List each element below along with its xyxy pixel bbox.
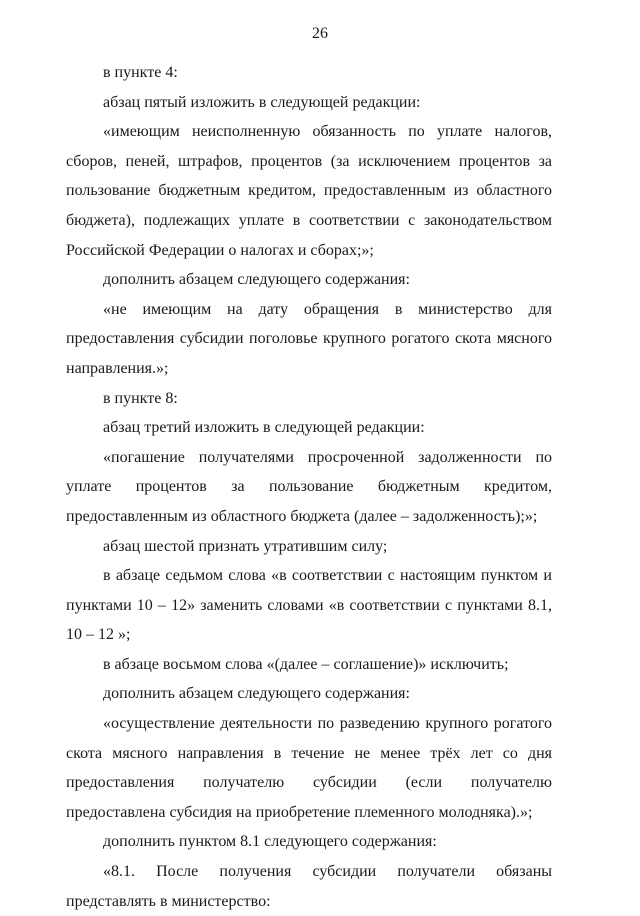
paragraph-11: в абзаце восьмом слова «(далее – соглашение)» исключить; <box>103 655 509 673</box>
paragraph-7: абзац третий изложить в следующей редакции: <box>103 419 425 437</box>
paragraph-15: «8.1. После получения субсидии получатели обязаны представлять в министерство: <box>66 863 552 910</box>
paragraph-10: в абзаце седьмом слова «в соответствии с настоящим пунктом и пунктами 10 – 12» заменить словами «в соответствии с пунктами 8.1, 10 – 12 »; <box>66 567 552 644</box>
paragraph-14: дополнить пунктом 8.1 следующего содержания: <box>103 833 437 851</box>
paragraph-1: в пункте 4: <box>103 64 178 81</box>
paragraph-12: дополнить абзацем следующего содержания: <box>103 685 410 703</box>
paragraph-5: «не имеющим на дату обращения в министерство для предоставления субсидии поголовье крупного рогатого скота мясного направления.»; <box>66 300 552 377</box>
paragraph-8: «погашение получателями просроченной задолженности по уплате процентов за пользование бюджетным кредитом, предоставленным из областного бюджета (далее – задолженность);»; <box>66 448 552 525</box>
paragraph-9: абзац шестой признать утратившим силу; <box>103 537 388 555</box>
paragraph-6: в пункте 8: <box>103 389 178 407</box>
page-number: 26 <box>312 25 328 42</box>
paragraph-3: «имеющим неисполненную обязанность по уплате налогов, сборов, пеней, штрафов, процентов (за исключением процентов за пользование бюджетным кредитом, предоставленным из областного бюджета), подлежащих уплате в соответствии с законодательством Российской Федерации о налогах и сборах;»; <box>66 123 552 259</box>
paragraph-4: дополнить абзацем следующего содержания: <box>103 271 410 289</box>
paragraph-13: «осуществление деятельности по разведению крупного рогатого скота мясного направления в течение не менее трёх лет со дня предоставления получателю субсидии (если получателю предоставлена субсидия на приобретение племенного молодняка).»; <box>66 715 552 821</box>
document-body <box>66 58 552 916</box>
paragraph-2: абзац пятый изложить в следующей редакции: <box>103 93 421 111</box>
